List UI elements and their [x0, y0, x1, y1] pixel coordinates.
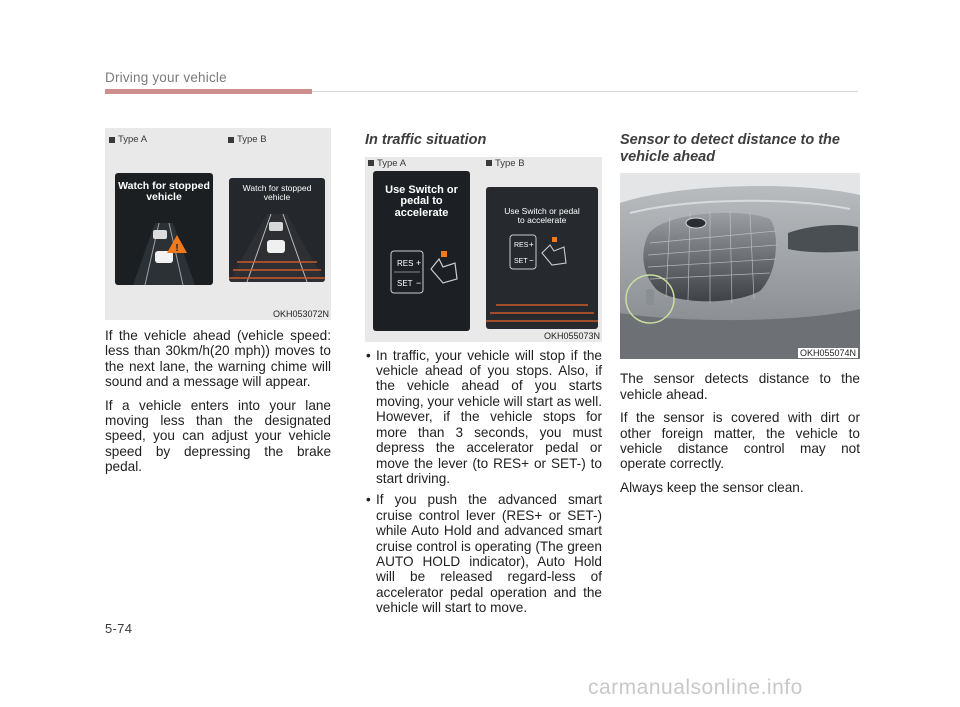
cluster-screen-type-b — [486, 187, 598, 329]
figure-code: OKH055073N — [543, 330, 600, 341]
screen-message: Use Switch or pedal to accelerate — [385, 183, 458, 219]
page-number: 5-74 — [105, 621, 133, 636]
bullet-list — [365, 348, 602, 616]
svg-text:+: + — [416, 257, 422, 268]
paragraph: Always keep the sensor clean. — [620, 479, 804, 495]
watermark: carmanualsonline.info — [588, 676, 803, 699]
middle-column — [365, 132, 602, 622]
type-b-label: Type B — [486, 158, 525, 169]
svg-text:!: ! — [175, 243, 179, 254]
type-a-label: Type A — [109, 134, 147, 145]
header-divider — [312, 91, 858, 92]
lever-switch-icon — [373, 171, 470, 331]
type-b-label: Type B — [228, 134, 267, 145]
paragraph: The sensor detects distance to the vehicle ahead. — [620, 371, 860, 402]
cluster-screen-type-b — [229, 178, 325, 282]
paragraph: If the sensor is covered with dirt or other foreign matter, the vehicle to vehicle distance control may not operate correctly. — [620, 410, 860, 472]
svg-text:−: − — [529, 255, 534, 265]
figure-code: OKH055074N — [799, 348, 856, 359]
svg-text:SET: SET — [397, 278, 413, 288]
square-bullet-icon — [486, 160, 492, 166]
svg-text:RES: RES — [397, 258, 414, 268]
screen-message: Watch for stopped vehicle — [242, 183, 312, 202]
bullet-dot-icon: • — [366, 347, 371, 363]
square-bullet-icon — [228, 137, 234, 143]
car-front-sensor-image — [620, 173, 860, 359]
figure-car-front-sensor — [620, 173, 860, 359]
lever-switch-icon — [486, 187, 598, 329]
cluster-screen-type-a — [115, 173, 213, 285]
list-item: • If you push the advanced smart cruise control lever (RES+ or SET-) while Auto Hold and advanced smart cruise control is operating (The green AUTO HOLD indicator), Auto Hold will be released regard-less of accelerator pedal operation and the vehicle will start to move. — [366, 492, 602, 616]
section-header: Driving your vehicle — [105, 70, 227, 85]
list-item: • In traffic, your vehicle will stop if the vehicle ahead of you stops. Also, if the vehicle ahead of you starts moving, your vehicle will start as well. However, if the vehicle stops for more than 3 seconds, you must depress the accelerator pedal or move the lever (to RES+ or SET-) to start driving. — [366, 347, 602, 486]
svg-text:+: + — [529, 239, 534, 249]
square-bullet-icon — [368, 160, 374, 166]
screen-message: Watch for stopped vehicle — [118, 180, 210, 204]
screen-message: Use Switch or pedal to accelerate — [504, 205, 580, 225]
svg-text:RES: RES — [514, 241, 529, 249]
paragraph: If the vehicle ahead (vehicle speed: less than 30km/h(20 mph)) moves to the next lane, the warning chime will sound and a message will appear. — [105, 328, 331, 390]
section-title: In traffic situation — [365, 132, 487, 148]
left-column — [105, 128, 331, 483]
figure-stopped-vehicle — [105, 128, 331, 320]
paragraph: If a vehicle enters into your lane moving less than the designated speed, you can adjust your vehicle speed by depressing the brake pedal. — [105, 397, 331, 475]
header-accent-rule — [105, 89, 312, 94]
svg-text:SET: SET — [514, 257, 528, 265]
section-title: Sensor to detect distance to the vehicle ahead — [620, 132, 840, 165]
svg-text:−: − — [416, 277, 422, 288]
type-a-label: Type A — [368, 158, 406, 169]
cluster-screen-type-a — [373, 171, 470, 331]
figure-code: OKH053072N — [272, 309, 329, 319]
right-column — [620, 132, 860, 503]
stopped-vehicle-scene-icon — [229, 178, 325, 282]
bullet-dot-icon: • — [366, 492, 371, 508]
figure-accelerate-message — [365, 157, 602, 342]
square-bullet-icon — [109, 137, 115, 143]
stopped-vehicle-scene-icon — [115, 173, 213, 285]
